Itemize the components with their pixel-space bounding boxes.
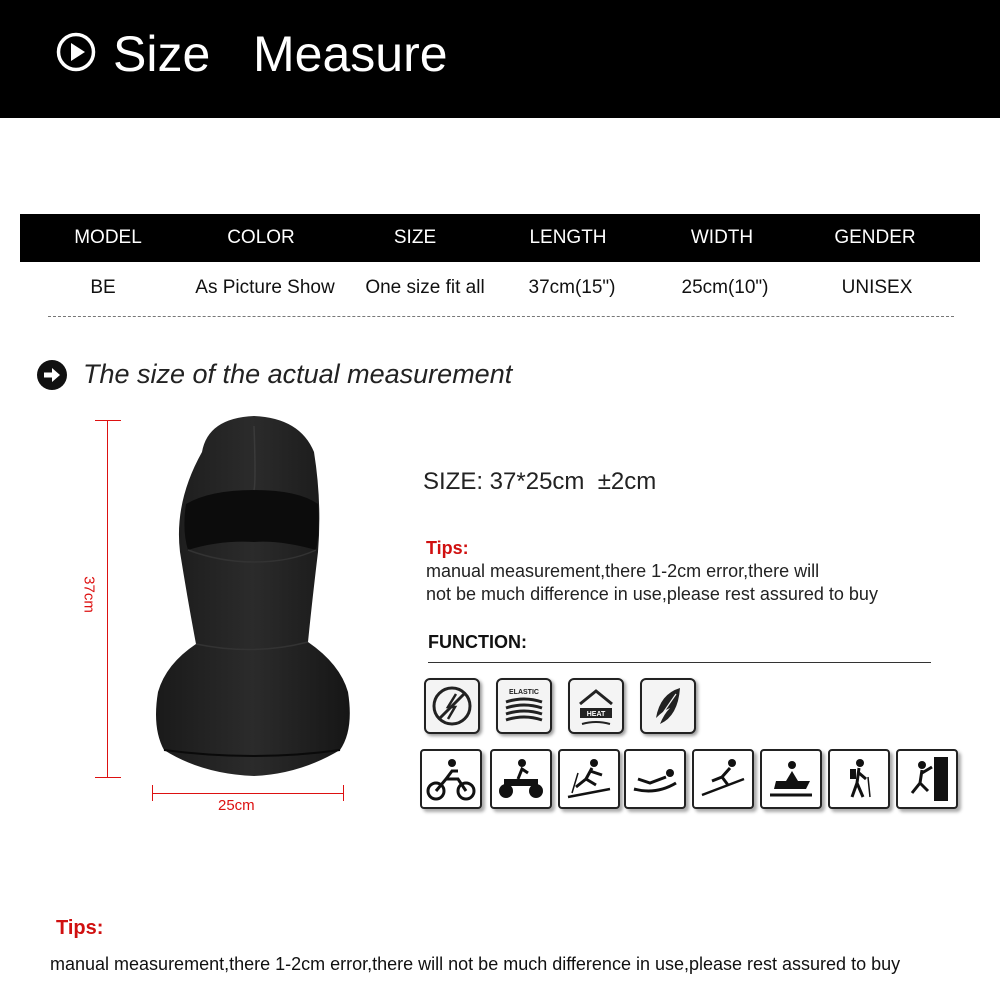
climbing-icon	[896, 749, 958, 809]
height-line-cap-bottom	[95, 777, 121, 778]
header-title-measure: Measure	[253, 26, 448, 82]
cross-country-ski-icon	[558, 749, 620, 809]
col-header-width: WIDTH	[690, 227, 754, 248]
hiking-icon	[828, 749, 890, 809]
cell-width: 25cm(10")	[681, 277, 769, 298]
elastic-icon-text: ELASTIC	[509, 689, 539, 696]
section-title: The size of the actual measurement	[83, 359, 513, 389]
play-circle-icon	[56, 32, 96, 72]
col-header-gender: GENDER	[834, 227, 916, 248]
spec-table-header	[20, 214, 980, 262]
cell-gender: UNISEX	[841, 277, 913, 298]
tips-label: Tips:	[426, 538, 469, 558]
height-label: 37cm	[80, 576, 98, 613]
tips-line-2: not be much difference in use,please rest assured to buy	[426, 584, 878, 604]
tips-line-1: manual measurement,there 1-2cm error,there will	[426, 561, 820, 581]
header-banner	[0, 0, 1000, 118]
height-measure-line	[107, 420, 108, 777]
footer-tips-label: Tips:	[56, 917, 104, 939]
height-line-cap-top	[95, 420, 121, 421]
atv-icon	[490, 749, 552, 809]
function-label: FUNCTION:	[428, 632, 527, 652]
col-header-length: LENGTH	[529, 227, 607, 248]
col-header-model: MODEL	[74, 227, 142, 248]
arrow-circle-icon	[36, 359, 68, 391]
balaclava-image	[150, 412, 360, 782]
cell-length: 37cm(15")	[528, 277, 616, 298]
elastic-icon	[496, 678, 552, 734]
footer-tips-text: manual measurement,there 1-2cm error,there will not be much difference in use,please rest assured to buy	[50, 954, 901, 974]
col-header-color: COLOR	[227, 227, 295, 248]
width-label: 25cm	[218, 797, 255, 814]
width-line-cap-right	[343, 785, 344, 801]
header-title-size: Size	[113, 26, 211, 82]
feather-icon	[640, 678, 696, 734]
cell-size: One size fit all	[365, 277, 485, 298]
cell-color: As Picture Show	[195, 277, 335, 298]
dashed-divider	[48, 316, 954, 317]
motorcycle-icon	[420, 749, 482, 809]
snowmobile-icon	[760, 749, 822, 809]
heat-icon-text: HEAT	[586, 711, 606, 718]
heat-icon	[568, 678, 624, 734]
function-divider	[428, 662, 931, 663]
width-measure-line	[152, 793, 344, 794]
sledding-icon	[624, 749, 686, 809]
cell-model: BE	[90, 277, 116, 298]
windproof-icon	[424, 678, 480, 734]
col-header-size: SIZE	[393, 227, 437, 248]
size-text: SIZE: 37*25cm ±2cm	[423, 468, 657, 495]
alpine-ski-icon	[692, 749, 754, 809]
